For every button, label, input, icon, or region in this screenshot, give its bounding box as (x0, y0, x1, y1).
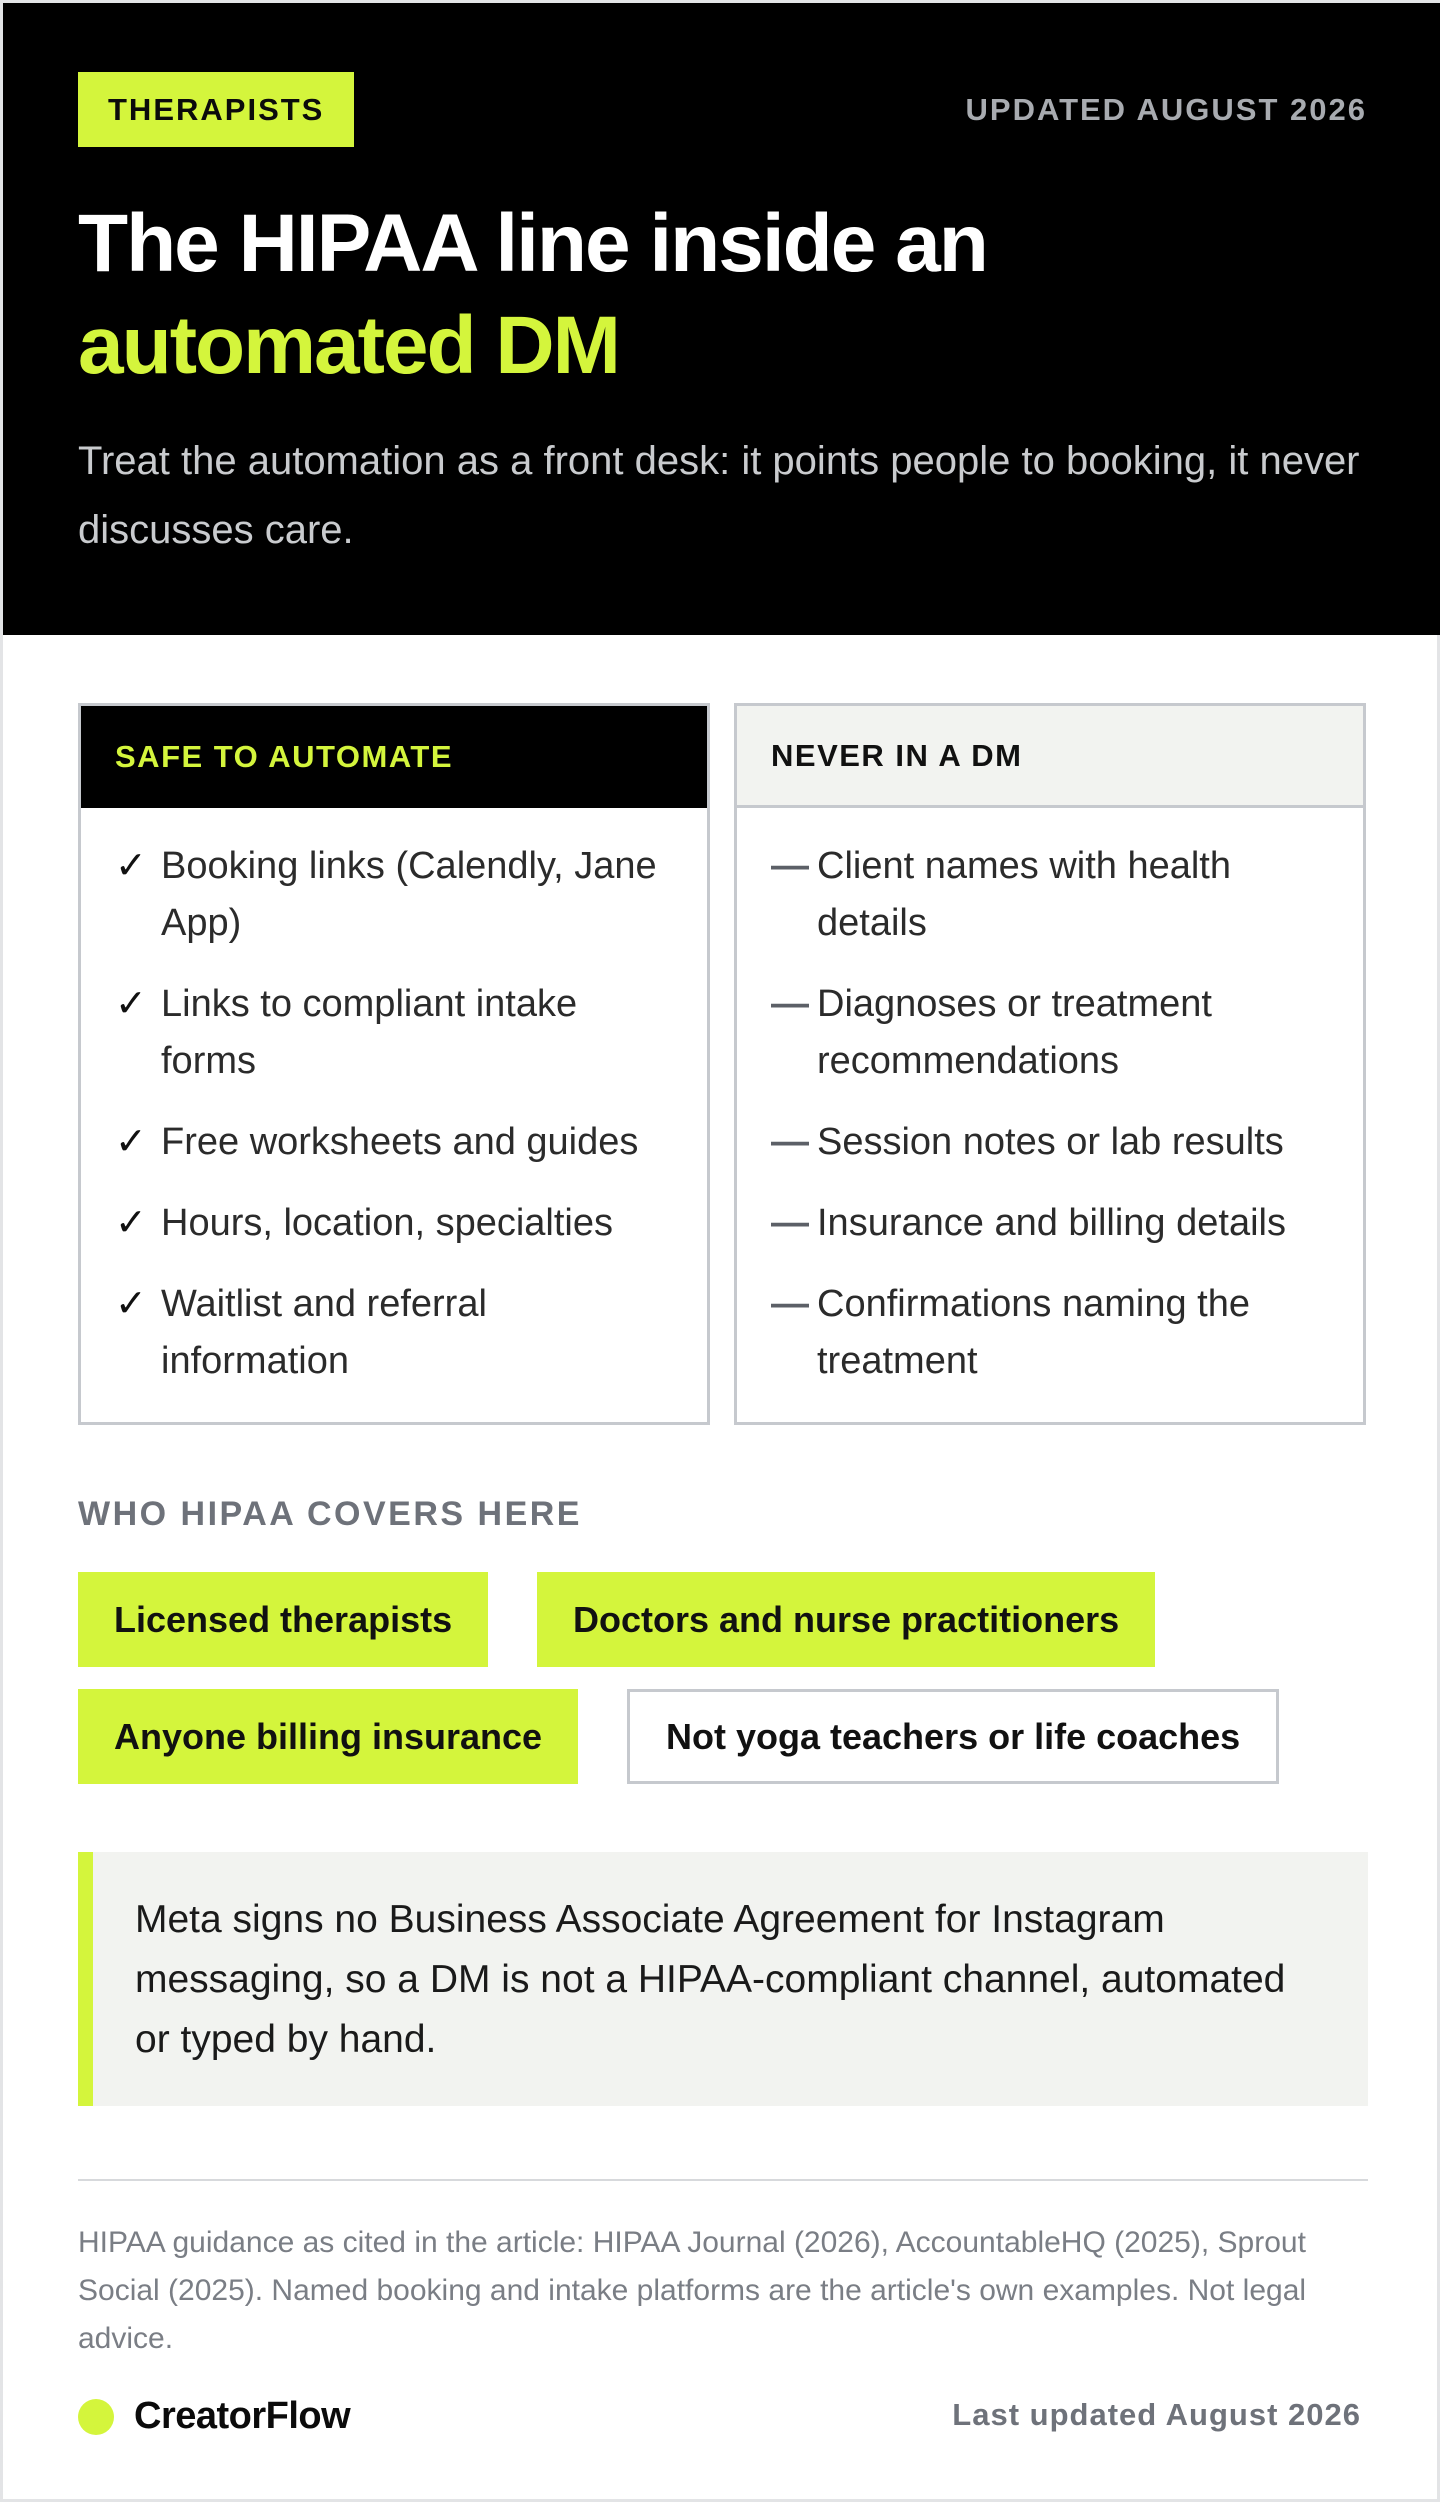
pill-licensed-therapists: Licensed therapists (78, 1572, 488, 1667)
updated-date: UPDATED AUGUST 2026 (965, 92, 1367, 127)
dash-icon: — (771, 845, 809, 887)
never-list (737, 808, 1363, 1390)
dash-icon: — (771, 1202, 809, 1244)
page-title (78, 193, 987, 397)
list-item-text: Client names with health details (817, 845, 1231, 944)
brand-dot-icon (78, 2399, 114, 2435)
list-item-text: Waitlist and referral information (161, 1283, 487, 1382)
dash-icon: — (771, 1283, 809, 1325)
check-icon: ✓ (115, 845, 147, 887)
list-item (771, 1276, 1329, 1390)
list-item-text: Links to compliant intake forms (161, 983, 578, 1082)
brand-logo (78, 2395, 350, 2438)
category-tag: THERAPISTS (78, 72, 354, 147)
pill-anyone-billing-insurance: Anyone billing insurance (78, 1689, 578, 1784)
sources-note: HIPAA guidance as cited in the article: HIPAA Journal (2026), AccountableHQ (2025), Sprout Social (2025). Named booking and intake platforms are the article's own examples. Not legal advice. (78, 2226, 1307, 2355)
list-item-text: Free worksheets and guides (161, 1121, 639, 1163)
list-item-text: Hours, location, specialties (161, 1202, 613, 1244)
who-covers-label: WHO HIPAA COVERS HERE (78, 1495, 582, 1533)
safe-to-automate-panel (78, 703, 710, 1425)
safe-heading: SAFE TO AUTOMATE (81, 706, 707, 808)
check-icon: ✓ (115, 983, 147, 1025)
safe-list (81, 808, 707, 1390)
title-line-1: The HIPAA line inside an (78, 198, 987, 289)
list-item (115, 1276, 673, 1390)
check-icon: ✓ (115, 1202, 147, 1244)
subtitle: Treat the automation as a front desk: it points people to booking, it never discusses care. (78, 439, 1360, 552)
list-item (115, 976, 673, 1090)
brand-name: CreatorFlow (134, 2395, 351, 2437)
list-item-text: Booking links (Calendly, Jane App) (161, 845, 657, 944)
list-item (771, 1114, 1329, 1171)
header (3, 3, 1440, 635)
check-icon: ✓ (115, 1121, 147, 1163)
dash-icon: — (771, 1121, 809, 1163)
list-item-text: Insurance and billing details (817, 1202, 1286, 1244)
list-item (771, 1195, 1329, 1252)
list-item (771, 976, 1329, 1090)
never-in-a-dm-panel (734, 703, 1366, 1425)
list-item-text: Confirmations naming the treatment (817, 1283, 1250, 1382)
meta-callout: Meta signs no Business Associate Agreement for Instagram messaging, so a DM is not a HIPAA-compliant channel, automated or typed by hand. (78, 1852, 1368, 2106)
never-heading: NEVER IN A DM (737, 706, 1363, 808)
title-line-2: automated DM (78, 300, 619, 391)
list-item (115, 1195, 673, 1252)
pill-not-yoga-teachers: Not yoga teachers or life coaches (627, 1689, 1279, 1784)
dash-icon: — (771, 983, 809, 1025)
pill-doctors-nurse-practitioners: Doctors and nurse practitioners (537, 1572, 1155, 1667)
divider (78, 2179, 1368, 2181)
list-item (115, 838, 673, 952)
check-icon: ✓ (115, 1283, 147, 1325)
last-updated: Last updated August 2026 (952, 2397, 1361, 2432)
list-item (771, 838, 1329, 952)
list-item-text: Diagnoses or treatment recommendations (817, 983, 1212, 1082)
list-item (115, 1114, 673, 1171)
list-item-text: Session notes or lab results (817, 1121, 1284, 1163)
